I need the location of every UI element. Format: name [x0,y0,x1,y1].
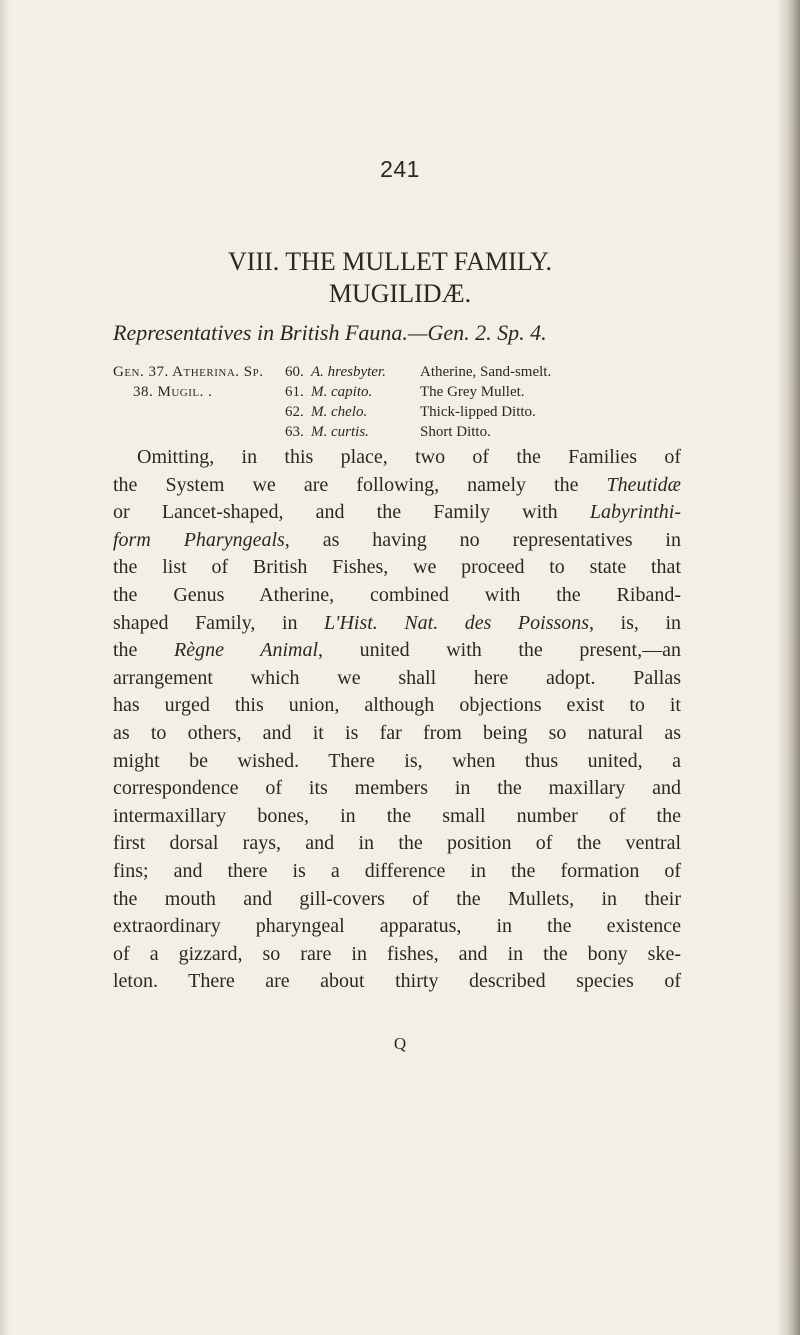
text-line: Omitting, in this place, two of the Families of [137,446,681,468]
scientific-name: M. curtis. [311,424,369,440]
species-number: 60. [285,364,304,380]
genus-label: 38. Mugil. . [133,384,213,400]
text-line: or Lancet-shaped, and the Family with Labyrinthi- [113,501,681,524]
body-paragraph [113,444,681,996]
text-line: the Genus Atherine, combined with the Riband- [113,583,681,606]
chapter-title: VIII. THE MULLET FAMILY. [227,247,553,276]
scientific-name: M. capito. [311,384,373,400]
text-line: as to others, and it is far from being so natural as [113,721,681,744]
species-row [113,402,713,422]
text-line: first dorsal rays, and in the position of the ventral [113,832,681,855]
text-line: has urged this union, although objections exist to it [113,694,681,717]
common-name: Short Ditto. [420,424,491,440]
common-name: Thick-lipped Ditto. [420,404,536,420]
book-spine-shadow [778,0,800,1335]
text-line: might be wished. There is, when thus united, a [113,749,681,772]
scientific-name: M. chelo. [311,404,368,420]
species-row [113,362,713,382]
page-left-edge [0,0,10,1335]
text-line: extraordinary pharyngeal apparatus, in the existence [113,915,681,938]
text-line: leton. There are about thirty described species of [113,970,681,993]
genus-label: Gen. 37. Atherina. Sp. [113,364,264,380]
species-row [113,382,713,402]
text-line: correspondence of its members in the maxillary and [113,777,681,800]
text-line: intermaxillary bones, in the small number of the [113,804,681,827]
species-list [113,362,713,442]
species-row [113,422,713,442]
page-number: 241 [380,156,420,182]
text-line: the Règne Animal, united with the present,—an [113,639,681,662]
text-line: the mouth and gill-covers of the Mullets, in their [113,887,681,910]
chapter-heading [0,246,800,310]
signature-mark: Q [393,1034,407,1053]
text-line: shaped Family, in L'Hist. Nat. des Poissons, is, in [113,611,681,634]
text-line: of a gizzard, so rare in fishes, and in the bony ske- [113,942,681,965]
scientific-name: A. hresbyter. [311,364,386,380]
text-line: form Pharyngeals, as having no representatives in [113,528,681,551]
species-number: 61. [285,384,304,400]
family-latin-name: MUGILIDÆ. [328,279,472,308]
common-name: The Grey Mullet. [420,384,525,400]
text-line: arrangement which we shall here adopt. Pallas [113,666,681,689]
text-line: the list of British Fishes, we proceed to state that [113,556,681,579]
species-number: 62. [285,404,304,420]
representatives-heading: Representatives in British Fauna.—Gen. 2. Sp. 4. [113,320,547,345]
species-number: 63. [285,424,304,440]
common-name: Atherine, Sand-smelt. [420,364,552,380]
text-line: fins; and there is a difference in the formation of [113,859,681,882]
text-line: the System we are following, namely the Theutidæ [113,473,681,496]
